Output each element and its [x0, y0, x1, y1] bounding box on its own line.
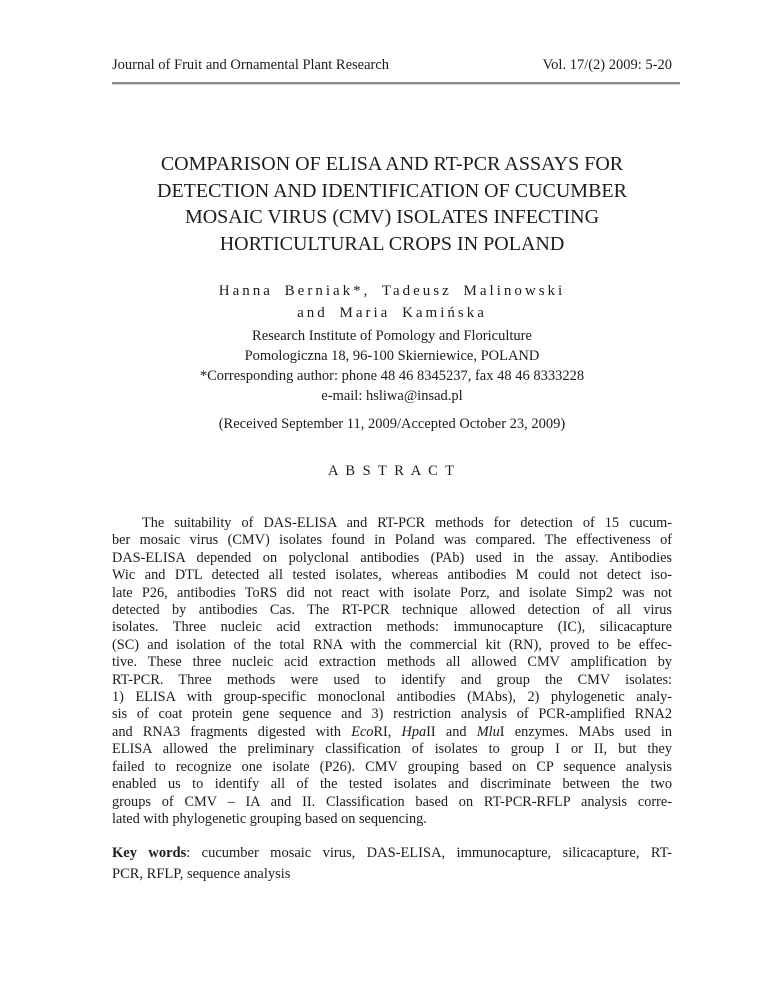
affiliation-line: Research Institute of Pomology and Floriculture [252, 328, 532, 344]
authors [112, 280, 672, 324]
abstract-line: sis of coat protein gene sequence and 3) restriction analysis of PCR-amplified RNA2 [112, 706, 672, 723]
abstract-line: failed to recognize one isolate (P26). CMV grouping based on CP sequence analysis [112, 758, 672, 775]
paper-title-line: DETECTION AND IDENTIFICATION OF CUCUMBER [157, 179, 627, 202]
abstract-line: ELISA allowed the preliminary classification of isolates to group I or II, but they [112, 741, 672, 758]
authors-line: Hanna Berniak*, Tadeusz Malinowski [218, 283, 566, 299]
email-line: e-mail: hsliwa@insad.pl [321, 388, 463, 404]
keywords-line [112, 843, 672, 864]
affiliation-line: Pomologiczna 18, 96-100 Skierniewice, POLAND [244, 348, 540, 364]
abstract-line: groups of CMV – IA and II. Classification based on RT-PCR-RFLP analysis corre- [112, 793, 672, 810]
paper-title [112, 151, 672, 257]
abstract-body [112, 515, 672, 828]
header-rule [112, 82, 680, 85]
keywords [112, 843, 672, 885]
abstract-line: lated with phylogenetic grouping based on sequencing. [112, 810, 427, 827]
abstract-line: Wic and DTL detected all tested isolates, whereas antibodies M could not detect iso- [112, 567, 672, 584]
page-header [112, 57, 672, 82]
paper-title-line: MOSAIC VIRUS (CMV) ISOLATES INFECTING [184, 206, 600, 228]
abstract-line: late P26, antibodies ToRS did not react with isolate Porz, and isolate Simp2 was not [112, 584, 672, 601]
volume-info: Vol. 17/(2) 2009: 5-20 [542, 57, 672, 73]
keywords-label: Key words [112, 845, 187, 862]
abstract-line: tive. These three nucleic acid extraction methods all allowed CMV amplification by [112, 654, 672, 671]
received-accepted-note: (Received September 11, 2009/Accepted October 23, 2009) [218, 416, 566, 432]
corresponding-author-line: *Corresponding author: phone 48 46 8345237, fax 48 46 8333228 [199, 368, 585, 384]
journal-name: Journal of Fruit and Ornamental Plant Research [112, 57, 390, 73]
abstract-heading: A B S T R A C T [328, 463, 456, 479]
abstract-line: The suitability of DAS-ELISA and RT-PCR methods for detection of 15 cucum- [142, 515, 672, 531]
keywords-line: PCR, RFLP, sequence analysis [112, 866, 291, 883]
keywords-text: : cucumber mosaic virus, DAS-ELISA, immunocapture, silicacapture, RT- [186, 845, 672, 862]
authors-line: and Maria Kamińska [297, 305, 487, 321]
abstract-line: RT-PCR. Three methods were used to identify and group the CMV isolates: [112, 671, 672, 688]
abstract-line: enabled us to identify all of the tested isolates and discriminate between the two [112, 776, 672, 793]
abstract-line: and RNA3 fragments digested with EcoRI, HpaII and MluI enzymes. MAbs used in [112, 723, 672, 740]
paper-title-line: HORTICULTURAL CROPS IN POLAND [219, 232, 565, 255]
paper-title-line: COMPARISON OF ELISA AND RT-PCR ASSAYS FOR [160, 153, 624, 175]
abstract-line: ber mosaic virus (CMV) isolates found in Poland was compared. The effectiveness of [112, 532, 672, 549]
abstract-line: (SC) and isolation of the total RNA with the commercial kit (RN), proved to be effec- [112, 636, 672, 653]
abstract-line: DAS-ELISA depended on polyclonal antibodies (PAb) used in the assay. Antibodies [112, 549, 672, 566]
affiliation [112, 326, 672, 406]
abstract-line: detected by antibodies Cas. The RT-PCR technique allowed detection of all virus [112, 602, 672, 619]
abstract-line: isolates. Three nucleic acid extraction methods: immunocapture (IC), silicacapture [112, 619, 672, 636]
abstract-line: 1) ELISA with group-specific monoclonal antibodies (MAbs), 2) phylogenetic analy- [112, 689, 672, 706]
